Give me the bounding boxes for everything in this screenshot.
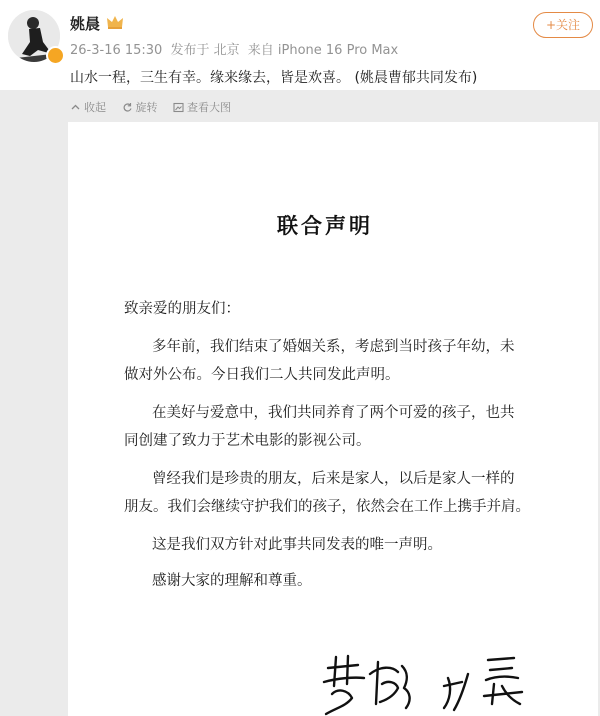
statement-greeting: 致亲爱的朋友们： [124,301,240,317]
verified-badge-icon [46,46,65,65]
username[interactable]: 姚晨 [70,15,101,33]
rotate-button[interactable] [122,100,158,116]
statement-p3-line1: 曾经我们是珍贵的朋友，后来是家人，以后是家人一样的 [152,471,515,487]
post-text: 山水一程，三生有幸。缘来缘去，皆是欢喜。 (姚晨曹郁共同发布) [70,70,478,86]
statement-p5: 感谢大家的理解和尊重。 [152,573,312,589]
statement-p1-line2: 做对外公布。今日我们二人共同发此声明。 [124,367,400,383]
statement-title: 联合声明 [277,213,373,238]
view-large-label: 查看大图 [187,101,231,114]
statement-p4: 这是我们双方针对此事共同发表的唯一声明。 [152,537,442,553]
view-large-icon [173,102,184,113]
handwritten-signature [318,648,548,716]
post-time[interactable]: 26-3-16 15:30 [70,43,163,58]
collapse-label: 收起 [84,101,106,114]
image-actions [70,100,243,116]
view-large-button[interactable] [173,100,231,116]
statement-p2-line2: 同创建了致力于艺术电影的影视公司。 [124,433,371,449]
follow-button[interactable]: +关注 [533,12,593,38]
post-device: 来自 iPhone 16 Pro Max [247,43,399,58]
rotate-icon [122,102,133,113]
post-meta [70,42,402,60]
collapse-icon [70,102,81,113]
collapse-button[interactable] [70,100,106,116]
statement-p2-line1: 在美好与爱意中，我们共同养育了两个可爱的孩子，也共 [152,405,515,421]
statement-p3-line2: 朋友。我们会继续守护我们的孩子，依然会在工作上携手并肩。 [124,499,530,515]
member-crown-icon [106,15,124,30]
rotate-label: 旋转 [135,101,158,114]
statement-p1-line1: 多年前，我们结束了婚姻关系，考虑到当时孩子年幼，未 [152,339,515,355]
post-location: 发布于 北京 [170,43,240,58]
